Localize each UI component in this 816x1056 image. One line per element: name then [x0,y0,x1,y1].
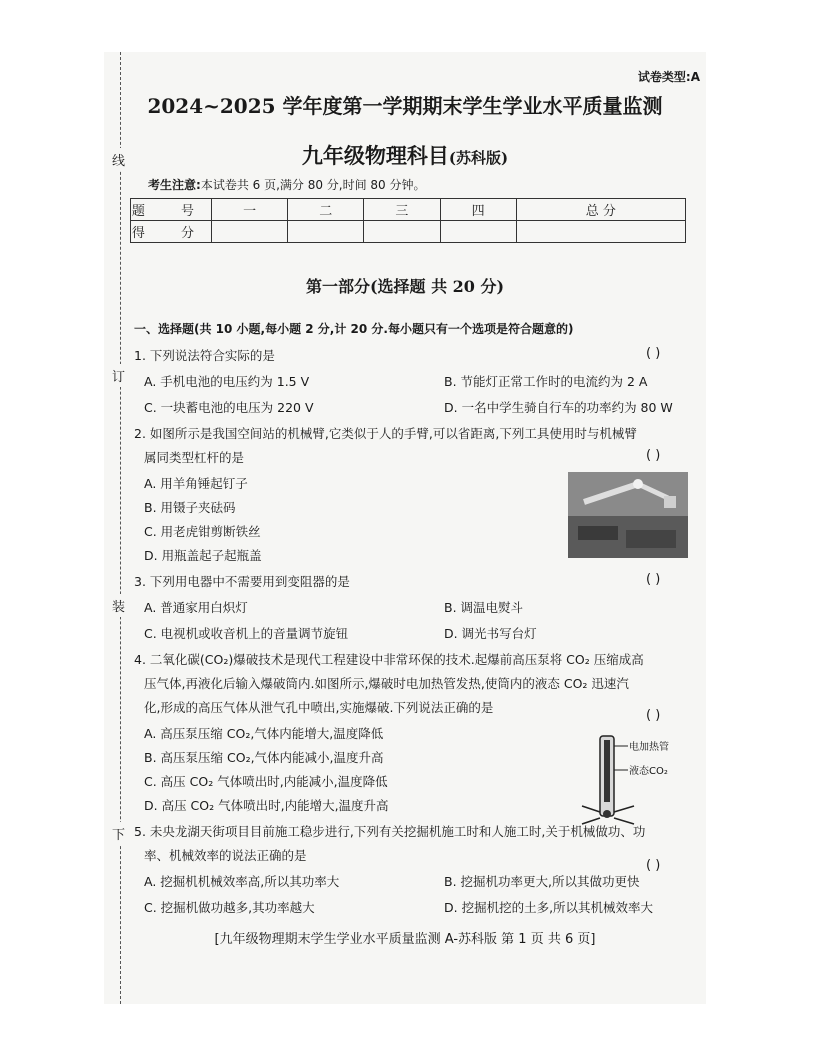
q4-option-d: D. 高压 CO₂ 气体喷出时,内能增大,温度升高 [144,798,389,813]
exam-title: 2024~2025 学年度第一学期期末学生学业水平质量监测 [147,94,663,118]
score-table-cell: 总 分 [516,199,685,221]
notice-label: 考生注意: [148,178,201,192]
q3-option-b: B. 调温电熨斗 [444,600,524,615]
q4-option-a: A. 高压泵压缩 CO₂,气体内能增大,温度降低 [144,726,384,741]
subject-version: (苏科版) [448,149,509,167]
score-field[interactable] [288,221,364,243]
q2-option-b: B. 用镊子夹砝码 [144,500,236,515]
arm-end-effector [664,496,676,508]
score-field[interactable] [440,221,516,243]
arm-joint [633,479,643,489]
score-row-label: 得 分 [131,221,212,243]
binding-mark-xian: 线 [112,148,125,171]
binding-mark-ding: 订 [112,364,125,387]
q1-answer-paren[interactable]: ( ) [646,346,661,361]
q2-option-d: D. 用瓶盖起子起瓶盖 [144,548,262,563]
score-table-cell: 四 [440,199,516,221]
binding-mark-xia: 下 [112,822,125,845]
q5-option-a: A. 挖掘机机械效率高,所以其功率大 [144,874,340,889]
score-field[interactable] [516,221,685,243]
q4-option-b: B. 高压泵压缩 CO₂,气体内能减小,温度升高 [144,750,384,765]
q1-option-b: B. 节能灯正常工作时的电流约为 2 A [444,374,648,389]
q5-option-d: D. 挖掘机挖的土多,所以其机械效率大 [444,900,654,915]
score-table-cell: 二 [288,199,364,221]
paper-type: 试卷类型:A [637,70,700,84]
score-table-score-row [131,221,686,243]
part-one-title: 第一部分(选择题 共 20 分) [305,277,505,296]
heating-pipe [604,740,610,802]
q5-answer-paren[interactable]: ( ) [646,858,661,873]
q3-option-a: A. 普通家用白炽灯 [144,600,248,615]
gas-arrow-right-up [614,806,634,812]
station-module [626,530,676,548]
section-one-title: 一、选择题(共 10 小题,每小题 2 分,计 20 分.每小题只有一个选项是符合题意的) [134,322,574,336]
score-table-cell: 一 [212,199,288,221]
exam-subtitle [104,140,706,170]
score-table-cell: 题 号 [131,199,212,221]
gas-arrow-left-up [582,806,600,812]
solar-panel [578,526,618,540]
q4-stem-line3: 化,形成的高压气体从泄气孔中喷出,实施爆破.下列说法正确的是 [144,700,494,715]
subject-name: 九年级物理科目 [301,143,449,168]
q4-stem-line2: 压气体,再液化后输入爆破筒内.如图所示,爆破时电加热管发热,使筒内的液态 CO₂ 迅速汽 [144,676,629,691]
q2-stem-line2: 属同类型杠杆的是 [144,450,245,465]
score-field[interactable] [212,221,288,243]
exam-notice [148,176,426,193]
q5-option-b: B. 挖掘机功率更大,所以其做功更快 [444,874,640,889]
page-footer: [九年级物理期末学生学业水平质量监测 A-苏科版 第 1 页 共 6 页] [214,932,596,947]
score-table-header-row [131,199,686,221]
figure-label-liquid-co2: 液态CO₂ [629,766,668,777]
q4-option-c: C. 高压 CO₂ 气体喷出时,内能减小,温度降低 [144,774,388,789]
binding-line [120,52,122,1004]
q5-option-c: C. 挖掘机做功越多,其功率越大 [144,900,315,915]
binding-mark-zhuang: 装 [112,594,125,617]
q2-option-c: C. 用老虎钳剪断铁丝 [144,524,261,539]
co2-blasting-tube-figure [578,734,688,826]
q4-stem-line1: 4. 二氧化碳(CO₂)爆破技术是现代工程建设中非常环保的技术.起爆前高压泵将 CO₂ 压缩成高 [134,652,644,667]
q5-stem-line2: 率、机械效率的说法正确的是 [144,848,307,863]
q3-answer-paren[interactable]: ( ) [646,572,661,587]
q3-option-d: D. 调光书写台灯 [444,626,537,641]
q1-option-d: D. 一名中学生骑自行车的功率约为 80 W [444,400,673,415]
q3-stem: 3. 下列用电器中不需要用到变阻器的是 [134,574,350,589]
figure-label-heater: 电加热管 [629,742,669,753]
q1-option-c: C. 一块蓄电池的电压为 220 V [144,400,314,415]
score-table [130,198,686,243]
q2-option-a: A. 用羊角锤起钉子 [144,476,248,491]
q2-stem-line1: 2. 如图所示是我国空间站的机械臂,它类似于人的手臂,可以省距离,下列工具使用时与机械臂 [134,426,637,441]
score-field[interactable] [364,221,440,243]
q4-answer-paren[interactable]: ( ) [646,708,661,723]
q1-option-a: A. 手机电池的电压约为 1.5 V [144,374,310,389]
score-table-cell: 三 [364,199,440,221]
q2-answer-paren[interactable]: ( ) [646,448,661,463]
q3-option-c: C. 电视机或收音机上的音量调节旋钮 [144,626,349,641]
space-station-arm-figure [568,472,688,558]
vent-hole [603,810,611,818]
exam-page [104,52,706,1004]
q1-stem: 1. 下列说法符合实际的是 [134,348,275,363]
notice-text: 本试卷共 6 页,满分 80 分,时间 80 分钟。 [200,178,426,192]
q5-stem-line1: 5. 未央龙湖天街项目目前施工稳步进行,下列有关挖掘机施工时和人施工时,关于机械做功、功 [134,824,646,839]
